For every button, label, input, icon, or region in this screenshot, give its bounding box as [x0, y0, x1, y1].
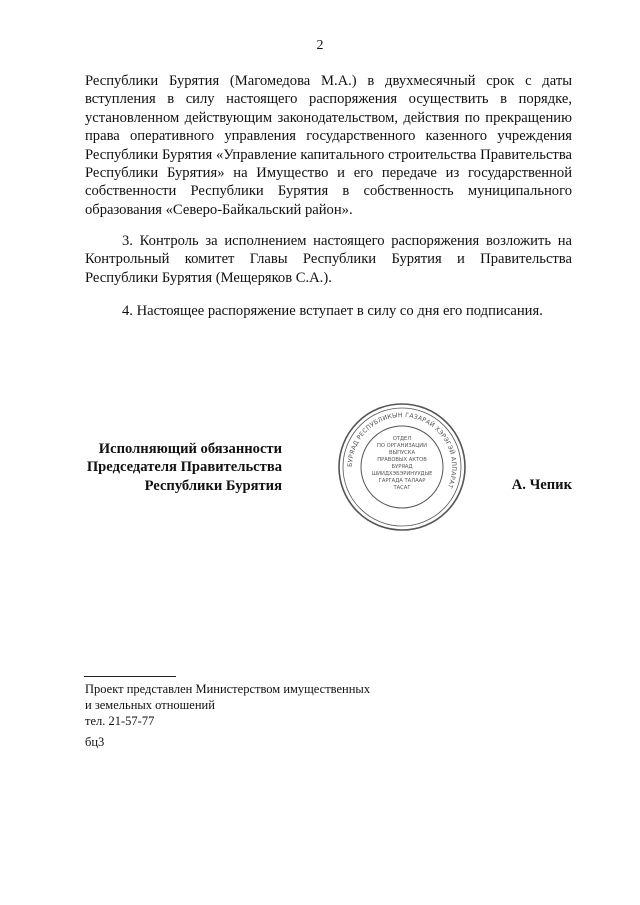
seal-line: БУРЯАД	[391, 464, 413, 470]
footnote-phone: тел. 21-57-77	[85, 714, 155, 728]
seal-line: ШИИДХЭБЭРИНУУДЫЕ	[371, 471, 433, 477]
signatory-line-2: Председателя Правительства	[86, 459, 282, 476]
footnote-line-1: Проект представлен Министерством имущественных	[85, 682, 371, 696]
seal-line: ТАСАГ	[393, 485, 411, 491]
official-seal	[337, 402, 467, 532]
seal-line: ОТДЕЛ	[392, 436, 412, 442]
footnote-line-2: и земельных отношений	[85, 698, 215, 712]
seal-line: ГАРГАДА ТАЛААР	[378, 478, 426, 484]
paragraph-item-4: 4. Настоящее распоряжение вступает в силу со дня его подписания.	[122, 303, 543, 319]
paragraph-item-3: 3. Контроль за исполнением настоящего распоряжения возложить на Контрольный комитет Главы Республики Бурятия и Правительства Республики Бурятия (Мещеряков С.А.).	[85, 233, 572, 286]
seal-line: ПО ОРГАНИЗАЦИИ	[376, 443, 428, 449]
signatory-line-1: Исполняющий обязанности	[98, 441, 282, 457]
footnote-divider	[84, 676, 176, 677]
seal-ring-text: БУРЯАД РЕСПУБЛИКЫН ГАЗАРАЙ ХЭРЭГЭЙ АППАРАТ	[346, 411, 458, 490]
document-code: бц3	[85, 735, 105, 749]
paragraph-continuation: Республики Бурятия (Магомедова М.А.) в двухмесячный срок с даты вступления в силу настоящего распоряжения осуществить в порядке, установленном действующим законодательством, действия по прекращению права оперативного управления государственного казенного учреждения Республики Бурятия «Управление капитального строительства Правительства Республики Бурятия» на Имущество и его передаче из государственной собственности Республики Бурятия в собственность муниципального образования «Северо-Байкальский район».	[85, 73, 572, 218]
footnote	[85, 681, 370, 729]
signatory-title	[82, 440, 282, 495]
seal-line: ПРАВОВЫХ АКТОВ	[377, 457, 427, 463]
signatory-line-3: Республики Бурятия	[144, 477, 282, 494]
page-number: 2	[316, 38, 324, 53]
signer-name: А. Чепик	[511, 477, 572, 493]
seal-line: ВЫПУСКА	[388, 450, 416, 456]
